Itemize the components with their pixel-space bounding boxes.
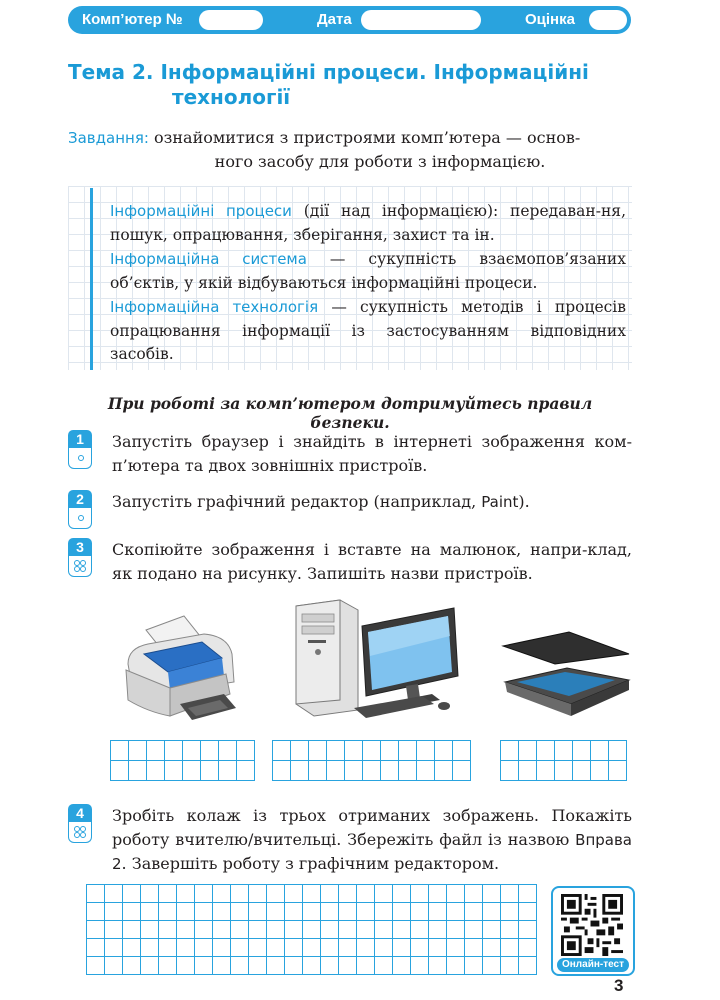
step-text-part: Запустіть графічний редактор (наприклад, [112,492,482,511]
scanner-image [497,630,633,720]
step-badge [68,490,92,532]
dots-icon [68,822,92,843]
answer-grid[interactable] [86,884,537,975]
computer-number-label: Комп’ютер № [82,11,183,28]
step-text [112,804,632,876]
step-text [112,490,632,514]
definition-term: Інформаційна система [110,250,307,268]
definitions-box [68,186,632,370]
dots-icon [68,556,92,577]
file-name: Вправа 2 [112,831,632,873]
grade-label: Оцінка [525,11,575,28]
page-number: 3 [614,976,624,995]
definition-item [110,296,626,367]
online-test-label: Онлайн-тест [557,958,629,972]
definition-body: (дії над інформацією): передаван-ня, пошук, опрацювання, зберігання, захист та ін. [110,202,626,244]
definitions-accent-bar [90,188,93,370]
computer-image [294,596,462,718]
task-text-line-2: ного засобу для роботи з інформацією. [214,152,546,171]
computer-icon [68,448,92,469]
title-line-2: технології [172,85,291,109]
step-badge [68,538,92,580]
printer-image [118,612,244,724]
definition-item [110,248,626,295]
task-block [68,126,632,174]
title-line-1: Тема 2. Інформаційні процеси. Інформаційні [68,60,589,84]
task-label: Завдання: [68,129,149,147]
step-text-part: Зробіть колаж із трьох отриманих зображень. Покажіть роботу вчителю/вчительці. Збережіть файл із назвою [112,806,632,849]
date-field[interactable] [361,10,481,30]
definition-body: — сукупність методів і процесів опрацювання інформації із застосуванням відповідних засобів. [110,298,626,363]
qr-code-box[interactable] [551,886,635,976]
page-title [68,60,648,110]
computer-name-grid[interactable] [272,740,471,781]
qr-code-icon [561,894,623,956]
task-text-line-1: ознайомитися з пристроями комп’ютера — основ- [154,128,581,147]
computer-number-field[interactable] [199,10,263,30]
computer-icon [68,508,92,529]
scanner-name-grid[interactable] [500,740,627,781]
printer-name-grid[interactable] [110,740,255,781]
step-text: Запустіть браузер і знайдіть в інтернеті зображення ком-п’ютера та двох зовнішніх пристроїв. [112,432,632,475]
definition-item [110,200,626,247]
program-name: Paint [481,493,519,511]
step-number: 4 [68,804,92,822]
definition-term: Інформаційна технологія [110,298,319,316]
header-bar [68,6,631,34]
step-text-part: ). [518,492,530,511]
safety-note: При роботі за комп’ютером дотримуйтесь правил безпеки. [107,394,593,432]
step-number: 2 [68,490,92,508]
step-number: 3 [68,538,92,556]
date-label: Дата [317,11,352,28]
step-badge [68,804,92,846]
definition-body: — сукупність взаємопов’язаних об’єктів, у якій відбуваються інформаційні процеси. [110,250,626,292]
definition-term: Інформаційні процеси [110,202,292,220]
step-text: Скопіюйте зображення і вставте на малюнок, напри-клад, як подано на рисунку. Запишіть назви пристроїв. [112,540,632,583]
step-badge [68,430,92,472]
step-number: 1 [68,430,92,448]
step-text-part: . Завершіть роботу з графічним редактором. [121,854,500,873]
definitions-text [110,200,626,368]
grade-field[interactable] [589,10,627,30]
